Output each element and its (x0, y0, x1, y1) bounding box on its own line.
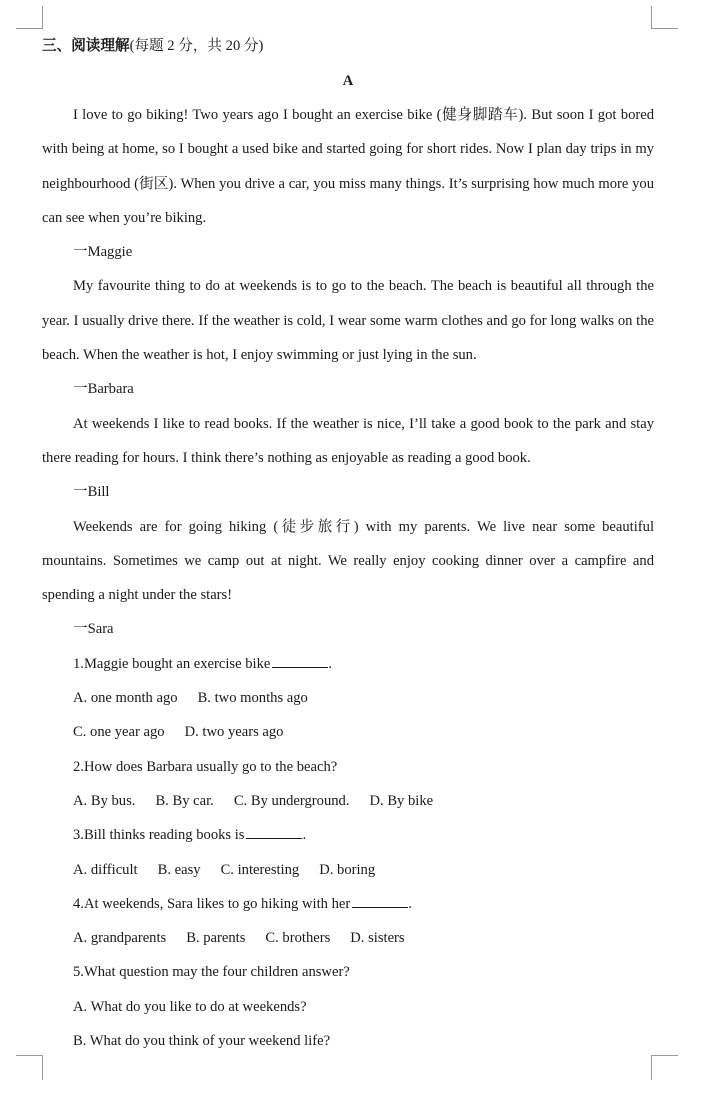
answer-option: C. By underground. (233, 792, 350, 809)
answer-option: A. difficult (73, 861, 138, 878)
question-end-punctuation: . (408, 895, 412, 912)
option-row (42, 921, 654, 955)
option-row (42, 853, 654, 887)
answer-option: D. sisters (350, 930, 405, 947)
question-text: 5.What question may the four children answer? (73, 964, 350, 981)
question-text: 1.Maggie bought an exercise bike (73, 655, 271, 672)
question-stem (42, 750, 654, 784)
passage-paragraph: I love to go biking! Two years ago I bought an exercise bike (健身脚踏车). But soon I got bored with being at home, so I bought a used bike and started going for short rides. Now I plan day trips in my neighbourhood (街区). When you drive a car, you miss many things. It’s surprising how much more you can see when you’re biking. (42, 107, 654, 226)
question-text: 4.At weekends, Sara likes to go hiking with her (73, 895, 351, 912)
answer-option: A. By bus. (73, 792, 136, 809)
answer-option: A. grandparents (73, 930, 167, 947)
passage-author: 一Barbara (73, 381, 134, 398)
option-row (42, 1024, 654, 1058)
answer-option: D. two years ago (184, 724, 284, 741)
answer-option: D. By bike (369, 792, 434, 809)
passage-author: 一Bill (73, 484, 110, 501)
passage-author: 一Maggie (73, 244, 133, 261)
question-stem (42, 955, 654, 989)
answer-blank (352, 895, 408, 908)
passage-paragraph: At weekends I like to read books. If the weather is nice, I’ll take a good book to the park and stay there reading for hours. I think there’s nothing as enjoyable as reading a good book. (42, 415, 654, 466)
answer-option: B. What do you think of your weekend life? (73, 1033, 331, 1050)
answer-option: C. brothers (265, 930, 331, 947)
answer-option: B. By car. (155, 792, 214, 809)
answer-option: D. boring (319, 861, 376, 878)
question-end-punctuation: . (302, 827, 307, 844)
document-body (42, 32, 654, 1058)
option-row (42, 715, 654, 749)
answer-option: B. two months ago (197, 690, 308, 707)
answer-option: C. interesting (220, 861, 300, 878)
answer-option: B. parents (186, 930, 246, 947)
questions (42, 647, 654, 1059)
answer-option: C. one year ago (73, 724, 165, 741)
passages (42, 98, 654, 647)
answer-option: A. What do you like to do at weekends? (73, 998, 307, 1015)
option-row (42, 990, 654, 1024)
passage-paragraph: Weekends are for going hiking (徒步旅行) with my parents. We live near some beautiful mountains. Sometimes we camp out at night. We really enjoy cooking dinner over a campfire and spending a night under the stars! (42, 518, 654, 604)
section-heading (42, 32, 654, 64)
passage-paragraph: My favourite thing to do at weekends is to go to the beach. The beach is beautiful all through the year. I usually drive there. If the weather is cold, I wear some warm clothes and go for long walks on the beach. When the weather is hot, I enjoy swimming or just lying in the sun. (42, 278, 654, 364)
section-score-note: (每题 2 分，共 20 分) (129, 38, 264, 54)
option-row (42, 681, 654, 715)
crop-mark-bottom-left (16, 1055, 43, 1080)
question-text: 3.Bill thinks reading books is (73, 827, 245, 844)
answer-blank (272, 655, 328, 668)
crop-mark-bottom-right (651, 1055, 678, 1080)
question-end-punctuation: . (328, 655, 333, 672)
question-stem (42, 818, 654, 852)
answer-option: B. easy (157, 861, 201, 878)
question-stem (42, 887, 654, 921)
question-text: 2.How does Barbara usually go to the beach? (73, 758, 338, 775)
answer-option: A. one month ago (73, 690, 178, 707)
answer-blank (246, 826, 302, 839)
option-row (42, 784, 654, 818)
question-stem (42, 647, 654, 681)
passage-title: A (342, 73, 354, 89)
crop-mark-top-left (16, 6, 43, 29)
section-label: 三、阅读理解 (42, 38, 130, 54)
passage-author: 一Sara (73, 621, 114, 638)
crop-mark-top-right (651, 6, 678, 29)
